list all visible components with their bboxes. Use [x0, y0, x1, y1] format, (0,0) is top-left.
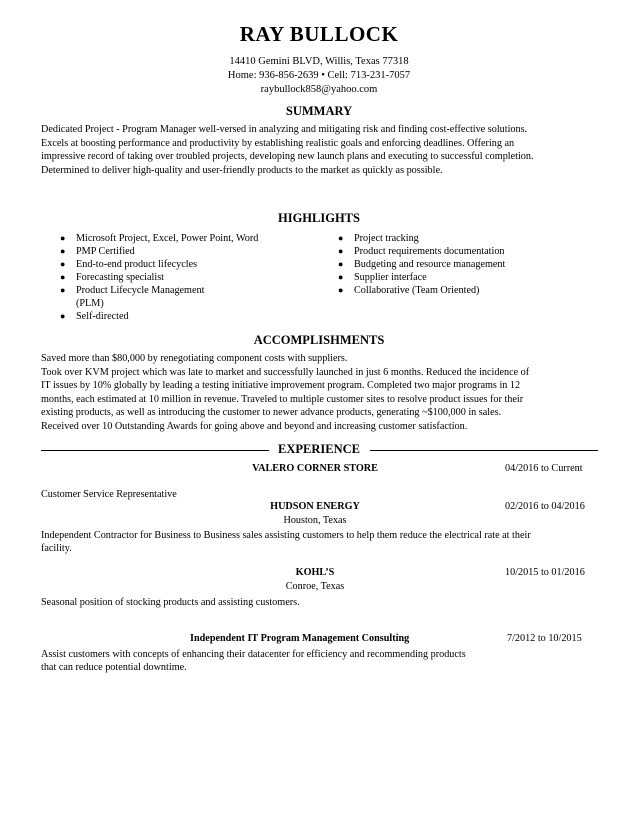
address-line: 14410 Gemini BLVD, Willis, Texas 77318: [229, 56, 409, 67]
job-employer: Independent IT Program Management Consulting: [190, 633, 410, 644]
accomplishment-line: months, each estimated at 10 million in revenue. Traveled to multiple customer sites to resolve product issues for their: [41, 393, 524, 405]
job-dates: 04/2016 to Current: [505, 463, 583, 474]
list-item: ● Collaborative (Team Oriented): [338, 285, 480, 296]
job-location: Conroe, Texas: [285, 581, 345, 592]
list-item: ● PMP Certified: [60, 246, 135, 257]
summary-heading: SUMMARY: [285, 104, 353, 118]
list-item: ● Product Lifecycle Management: [60, 285, 205, 296]
accomplishment-line: existing products, as well as introducing the customer to newer advance products, generating ~$100,000 in sales.: [41, 407, 502, 418]
accomplishment-line: IT issues by 10% globally by leading a testing initiative improvement program. Completed two major programs in 12: [41, 380, 521, 391]
bullet-icon: ●: [338, 259, 344, 269]
bullet-icon: ●: [60, 285, 66, 295]
bullet-icon: ●: [338, 272, 344, 282]
phone-line: Home: 936-856-2639 • Cell: 713-231-7057: [227, 70, 411, 81]
bullet-icon: ●: [338, 233, 344, 243]
bullet-icon: ●: [338, 246, 344, 256]
job-employer: KOHL’S: [295, 567, 335, 578]
list-item-continuation: (PLM): [76, 298, 104, 309]
accomplishments-heading: ACCOMPLISHMENTS: [253, 333, 385, 347]
job-description: Assist customers with concepts of enhancing their datacenter for efficiency and recommending products that can reduce potential downtime.: [41, 649, 466, 673]
job-dates: 7/2012 to 10/2015: [507, 633, 582, 644]
job-dates: 02/2016 to 04/2016: [505, 501, 585, 512]
list-item: ● End-to-end product lifecycles: [60, 259, 198, 270]
job-location: Houston, Texas: [283, 515, 347, 526]
accomplishments-paragraph: [41, 352, 601, 433]
list-item: ● Budgeting and resource management: [338, 259, 506, 270]
bullet-icon: ●: [60, 246, 66, 256]
accomplishment-line: Saved more than $80,000 by renegotiating component costs with suppliers.: [41, 353, 348, 364]
list-item: ● Forecasting specialist: [60, 272, 164, 283]
bullet-icon: ●: [60, 311, 66, 321]
resume-name: RAY BULLOCK: [239, 22, 399, 46]
job-description: Independent Contractor for Business to Business sales assisting customers to help them reduce the electrical rate at their facility.: [41, 530, 531, 554]
bullet-icon: ●: [60, 259, 66, 269]
highlights-left-list: [60, 232, 310, 323]
summary-line: Determined to deliver high-quality and user-friendly products to the market as quickly as possible.: [41, 164, 443, 176]
bullet-icon: ●: [60, 272, 66, 282]
email-line: raybullock858@yahoo.com: [260, 84, 378, 95]
job-employer: HUDSON ENERGY: [270, 501, 360, 512]
summary-line: Dedicated Project - Program Manager well-versed in analyzing and mitigating risk and finding cost-effective solutions.: [41, 124, 528, 135]
highlights-right-list: [338, 232, 598, 297]
summary-line: Excels at boosting performance and productivity by establishing realistic goals and enforcing deadlines. Offering an: [41, 137, 515, 149]
list-item: ● Project tracking: [338, 233, 419, 244]
summary-line: impressive record of taking over troubled projects, developing new launch plans and executing to successful completion.: [41, 151, 534, 162]
bullet-icon: ●: [338, 285, 344, 295]
list-item: ● Product requirements documentation: [338, 246, 505, 257]
job-description: Seasonal position of stocking products and assisting customers.: [41, 597, 300, 608]
list-item: ● Microsoft Project, Excel, Power Point, Word: [60, 233, 259, 244]
highlights-heading: HIGHLIGHTS: [278, 211, 360, 225]
accomplishment-line: Took over KVM project which was late to market and successfully launched in just 6 months. Reduced the incidence of: [41, 366, 530, 378]
summary-paragraph: [41, 123, 601, 177]
job-dates: 10/2015 to 01/2016: [505, 567, 585, 578]
job-description: Customer Service Representative: [41, 489, 177, 500]
bullet-icon: ●: [60, 233, 66, 243]
accomplishment-line: Received over 10 Outstanding Awards for going above and beyond and increasing customer satisfaction.: [41, 420, 468, 432]
list-item: ● Self-directed: [60, 311, 129, 322]
experience-heading: EXPERIENCE: [278, 442, 360, 456]
job-employer: VALERO CORNER STORE: [252, 463, 378, 474]
list-item: ● Supplier interface: [338, 272, 427, 283]
divider-rule-right: [370, 450, 598, 451]
